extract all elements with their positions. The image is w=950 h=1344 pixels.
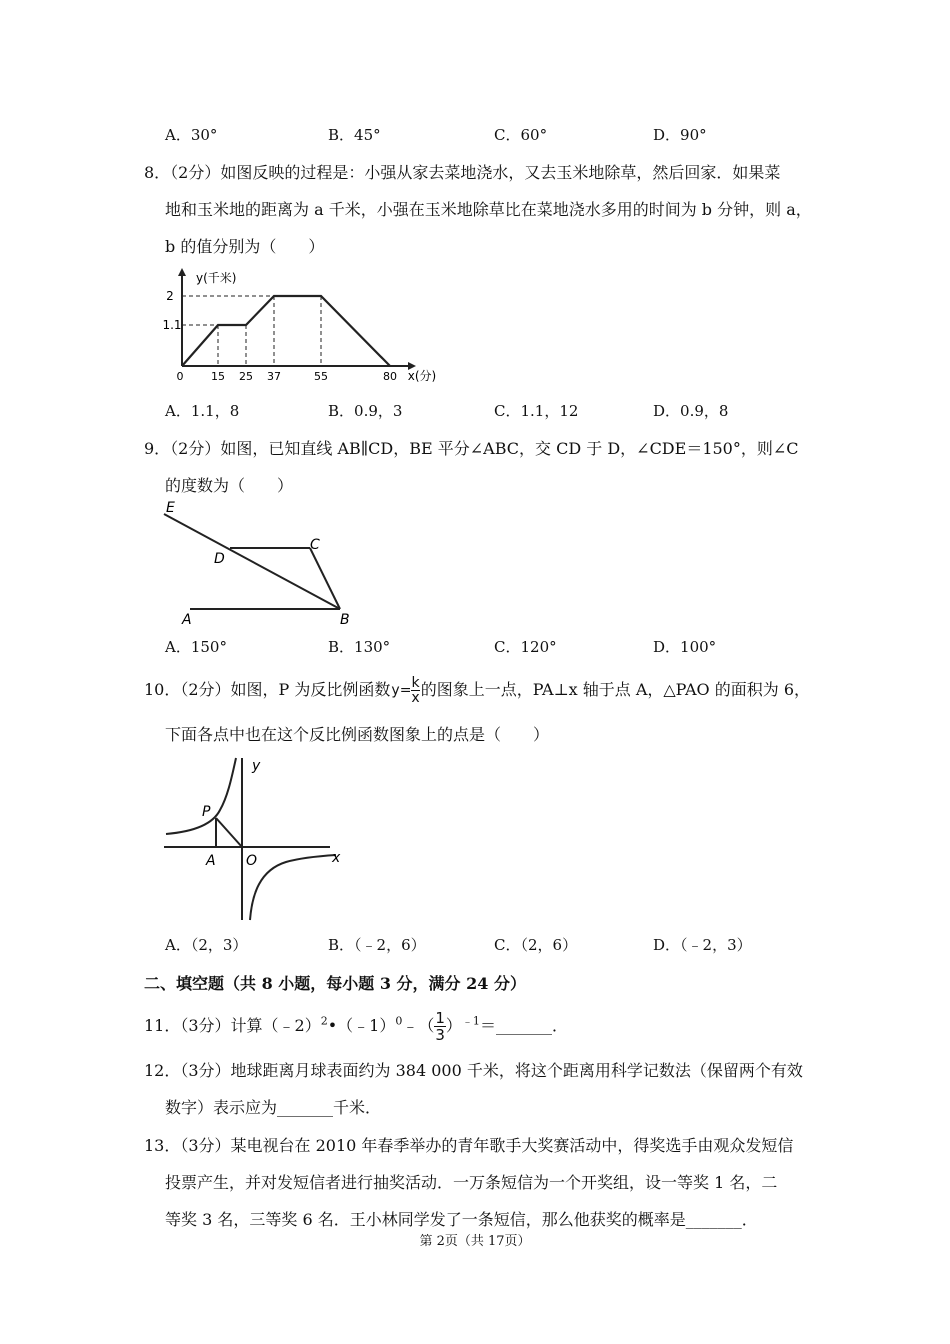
q9-geometry-figure (160, 498, 370, 630)
q7-option-a: A．30° (165, 126, 218, 144)
q11-sup-1: 2 (320, 1014, 328, 1028)
q9-label-c: C (310, 537, 320, 553)
q11-frac-num: 1 (435, 1009, 445, 1027)
q8-graph-line (182, 296, 390, 366)
q12-line-2: 数字）表示应为_______千米． (165, 1098, 382, 1117)
q10-label-p: P (202, 804, 211, 820)
q10-formula (391, 676, 419, 705)
q8-xtick-25: 25 (239, 370, 253, 383)
q7-option-d: D．90° (653, 126, 707, 144)
q10-label-y: y (252, 758, 261, 774)
q10-curve-branch-left (166, 758, 236, 834)
q9-line-2: 的度数为（ ） (165, 476, 294, 495)
q11-pre: 11．（3分）计算（﹣2） (144, 1016, 321, 1035)
q8-y-label: y(千米) (196, 271, 237, 285)
q10-formula-y: y= (391, 682, 412, 699)
q10-line-1-pre: 10．（2分）如图，P 为反比例函数 (144, 680, 391, 699)
q9-line-eb (164, 514, 340, 609)
q11-sup-3: ﹣1 (461, 1014, 480, 1028)
q11-sup-2: 0 (395, 1014, 403, 1028)
q8-ytick-2: 2 (166, 289, 174, 303)
q7-option-b: B．45° (328, 126, 381, 144)
q9-option-c: C．120° (494, 638, 557, 656)
q8-xtick-37: 37 (267, 370, 281, 383)
q10-line-1-post: 的图象上一点，PA⊥x 轴于点 A，△PAO 的面积为 6， (420, 680, 810, 699)
q9-option-d: D．100° (653, 638, 717, 656)
q11-mid-2: ﹣（ (402, 1016, 435, 1035)
q9-label-b: B (340, 612, 350, 628)
q10-label-x: x (332, 850, 341, 866)
q13-line-1: 13．（3分）某电视台在 2010 年春季举办的青年歌手大奖赛活动中，得奖选手由观众发短信 (144, 1136, 794, 1155)
q10-curve-branch-right (250, 855, 336, 920)
q10-label-o: O (246, 853, 258, 869)
q8-option-a: A．1.1，8 (165, 402, 240, 420)
q10-formula-den: x (411, 690, 420, 706)
q9-option-a: A．150° (165, 638, 227, 656)
q10-formula-num: k (411, 675, 420, 691)
q11-line (144, 1010, 568, 1043)
q9-option-b: B．130° (328, 638, 391, 656)
q12-line-1: 12．（3分）地球距离月球表面约为 384 000 千米，将这个距离用科学记数法（保留两个有效 (144, 1061, 803, 1080)
q11-mid-3: ） (445, 1016, 462, 1035)
q10-hyperbola-figure (160, 754, 360, 924)
q8-xtick-15: 15 (211, 370, 225, 383)
q8-ytick-1-1: 1.1 (162, 318, 182, 332)
q10-option-b: B．（﹣2，6） (328, 936, 426, 954)
q8-option-b: B．0.9，3 (328, 402, 403, 420)
q9-label-a: A (182, 612, 192, 628)
q10-line-2: 下面各点中也在这个反比例函数图象上的点是（ ） (165, 725, 550, 744)
q11-frac-den: 3 (435, 1026, 445, 1044)
q11-fraction (434, 1010, 446, 1043)
q9-label-e: E (166, 500, 175, 516)
q8-x-label: x(分) (407, 369, 437, 383)
q8-xtick-80: 80 (383, 370, 397, 383)
q13-line-3: 等奖 3 名，三等奖 6 名．王小林同学发了一条短信，那么他获奖的概率是_______． (165, 1210, 758, 1229)
q13-line-2: 投票产生，并对发短信者进行抽奖活动．一万条短信为一个开奖组，设一等奖 1 名，二 (165, 1173, 778, 1192)
q10-option-a: A．（2，3） (165, 936, 248, 954)
page-footer: 第 2页（共 17页） (419, 1234, 531, 1249)
q11-mid-1: •（﹣1） (327, 1016, 396, 1035)
q8-distance-time-graph (160, 268, 450, 388)
q8-line-3: b 的值分别为（ ） (165, 237, 325, 256)
section-2-title: 二、填空题（共 8 小题，每小题 3 分，满分 24 分） (144, 974, 526, 993)
q10-segment-po (216, 818, 242, 847)
q10-option-c: C．（2，6） (494, 936, 578, 954)
q9-label-d: D (214, 551, 225, 567)
q8-xtick-55: 55 (314, 370, 328, 383)
q10-option-d: D．（﹣2，3） (653, 936, 752, 954)
q10-line-1 (144, 676, 810, 705)
q8-xtick-0: 0 (176, 370, 184, 383)
q8-line-1: 8．（2分）如图反映的过程是：小强从家去菜地浇水，又去玉米地除草，然后回家．如果菜 (144, 163, 781, 182)
q8-option-d: D．0.9，8 (653, 402, 729, 420)
q8-line-2: 地和玉米地的距离为 a 千米，小强在玉米地除草比在菜地浇水多用的时间为 b 分钟，则 a， (165, 200, 812, 219)
q7-option-c: C．60° (494, 126, 548, 144)
q9-line-1: 9．（2分）如图，已知直线 AB∥CD，BE 平分∠ABC，交 CD 于 D，∠CDE＝150°，则∠C (144, 439, 799, 458)
q10-label-a: A (206, 853, 216, 869)
q8-option-c: C．1.1，12 (494, 402, 579, 420)
q11-post: ＝_______． (479, 1016, 568, 1035)
